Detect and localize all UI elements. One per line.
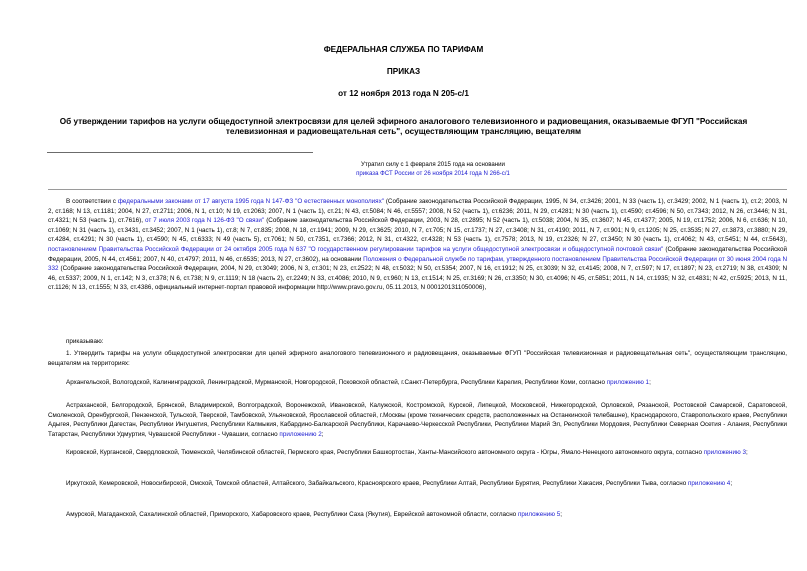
title-rule: [47, 152, 313, 153]
region-text: Архангельской, Вологодской, Калининградской, Ленинградской, Мурманской, Новгородской, Псковской областей, г.Санкт-Петербурга, Республики Карелия, Республики Коми, согласно: [66, 379, 607, 386]
appendix-5-link[interactable]: приложению 5: [517, 511, 561, 518]
section-separator: [48, 189, 787, 190]
region-paragraph-4: [48, 479, 787, 489]
region-text: Астраханской, Белгородской, Брянской, Владимирской, Волгоградской, Воронежской, Ивановской, Калужской, Костромской, Курской, Липецкой, Московской, Нижегородской, Орловской, Рязанской, Ростовской Самарской, Саратовской, Смоленской, Оренбургской, Пензенской, Тульской, Тверской, Тамбовской, Ульяновской, Ярославской областей, г.Москвы (кроме технических средств, расположенных на Останкинской телебашне), Краснодарского, Ставропольского краев, Республики Адыгея, Республики Дагестан, Республики Ингушетия, Республики Калмыкия, Кабардино-Балкарской Республики, Карачаево-Черкесской Республики, Республики Марий Эл, Республики Мордовия, Республики Северная Осетия - Алания, Республики Татарстан, Республики Удмуртия, Чувашской Республики - Чувашии, согласно: [48, 402, 787, 438]
repeal-order-link[interactable]: приказа ФСТ России от 26 ноября 2014 года N 266-с/1: [356, 170, 510, 178]
appendix-2-link[interactable]: приложению 2: [279, 430, 322, 438]
region-text: Кировской, Курганской, Свердловской, Тюменской, Челябинской областей, Пермского края, Республики Башкортостан, Ханты-Мансийского автономного округа - Югры, Ямало-Ненецкого автономного округа, согласно: [66, 449, 704, 456]
region-end: ;: [321, 430, 324, 438]
document-title: Об утверждении тарифов на услуги общедоступной электросвязи для целей эфирного аналогового телевизионного и радиовещания, оказываемые ФГУП "Российская телевизионная и радиовещательная сеть", осуществляющим трансляцию, вещателям: [59, 117, 748, 137]
preamble-text: (Собрание законодательства Российской Федерации, 1995, N 34, ст.3426; 2001, N 33 (часть 1), ст.3429; 2002, N 1 (часть 1), ст.2; 2003, N 2, ст.168; N 13, ст.1181; 2004, N 27, ст.2711; 2006, N 1, ст.10; N 19, ст.2063; 2007, N 1 (часть 1), ст.21; N 43, ст.5084; N 46, ст.5557; 2008, N 52 (часть 1), ст.6236; 2011, N 29, ст.4281; N 30 (часть 1), ст.4590; ст.4596; N 50, ст.7343; 2012, N 26, ст.3446; N 31, ст.4321; N 53 (часть 1), ст.7616),: [48, 198, 788, 225]
preamble-text: (Собрание законодательства Российской Федерации, 2005, N 44, ст.4561; 2007, N 40, ст.4797; 2011, N 46, ст.6535; 2013, N 27, ст.3602), на основании: [48, 245, 787, 263]
region-text: Амурской, Магаданской, Сахалинской областей, Приморского, Хабаровского краев, Республики Саха (Якутия), Еврейской автономной области, согласно: [66, 511, 518, 518]
appendix-1-link[interactable]: приложению 1: [606, 379, 650, 386]
preamble-text: (Собрание законодательства Российской Федерации, 2004, N 29, ст.3049; 2006, N 3, ст.301; N 23, ст.2522; N 48, ст.5032; N 50, ст.5354; 2007, N 16, ст.1912; N 25, ст.3039; N 32, ст.4145; 2008, N 7, ст.597; N 17, ст.1897; N 23, ст.2719; N 38, ст.4309; N 46, ст.5337; 2009, N 1, ст.142; N 3, ст.378; N 6, ст.738; N 9, ст.1119; N 18 (часть 2), ст.2249; N 33, ст.4086; 2010, N 9, ст.960; N 13, ст.1514; N 25, ст.3169; N 26, ст.3350; N 30, ст.4096; N 45, ст.5851; 2011, N 14, ст.1935; N 32, ст.4831; N 42, ст.5925; 2013, N 11, ст.1126; N 13, ст.1555; N 33, ст.4386, официальный интернет-портал правовой информации http://www.pravo.gov.ru, 05.11.2013, N 0001201311050006),: [48, 265, 787, 292]
region-end: ;: [649, 379, 651, 386]
status-note: [313, 161, 553, 178]
fst-regulation-link[interactable]: Положения о Федеральной службе по тарифам, утвержденного постановлением Правительства Российской Федерации от 30 июня 2004 года N 332: [48, 255, 788, 273]
agency-name: ФЕДЕРАЛЬНАЯ СЛУЖБА ПО ТАРИФАМ: [323, 45, 484, 54]
region-text: Иркутской, Кемеровской, Новосибирской, Омской, Томской областей, Алтайского, Забайкальского, Красноярского краев, Республики Алтай, Республики Бурятия, Республики Хакасия, Республики Тыва, согласно: [66, 480, 689, 487]
preamble-paragraph: [48, 197, 787, 293]
region-paragraph-1: [48, 378, 787, 388]
status-note-text: Утратил силу с 1 февраля 2015 года на основании: [361, 161, 505, 168]
document-date-number: от 12 ноября 2013 года N 205-с/1: [338, 89, 469, 98]
region-end: ;: [730, 480, 733, 487]
region-end: ;: [746, 449, 748, 456]
natural-monopolies-law-link[interactable]: федеральными законами от 17 августа 1995 года N 147-ФЗ "О естественных монополиях": [117, 198, 384, 205]
item-1-paragraph: 1. Утвердить тарифы на услуги общедоступной электросвязи для целей эфирного аналогового телевизионного и радиовещания, оказываемые ФГУП "Российская телевизионная и радиовещательная сеть", осуществляющим трансляцию, вещателям на территориях:: [48, 350, 787, 367]
region-paragraph-5: [48, 510, 787, 520]
government-resolution-637-link[interactable]: постановлением Правительства Российской Федерации от 24 октября 2005 года N 637 "О государственном регулировании тарифов на услуги общедоступной электросвязи и общедоступной почтовой связи": [48, 245, 664, 253]
appendix-3-link[interactable]: приложению 3: [703, 449, 747, 456]
communications-law-link[interactable]: от 7 июля 2003 года N 126-ФЗ "О связи": [145, 217, 265, 225]
appendix-4-link[interactable]: приложению 4: [688, 480, 731, 487]
document-type: ПРИКАЗ: [386, 67, 421, 76]
region-paragraph-3: [48, 448, 787, 458]
order-word: приказываю:: [66, 338, 104, 345]
region-end: ;: [560, 511, 562, 518]
preamble-text: (Собрание законодательства Российской Федерации, 2003, N 28, ст.2895; N 52 (часть 1), ст.5038; 2004, N 35, ст.3607; N 45, ст.4377; 2005, N 19, ст.1752; 2006, N 6, ст.636; N 10, ст.1069; N 31 (часть 1), ст.3431, ст.3452; 2007, N 1 (часть 1), ст.8; N 7, ст.835; 2008, N 18, ст.1941; 2009, N 29, ст.3625; 2010, N 7, ст.705; N 15, ст.1737; N 27, ст.3408; N 31, ст.4190; 2011, N 7, ст.901; N 9, ст.1205; N 25, ст.3535; N 27, ст.3873, ст.3880; N 29, ст.4284, ст.4291; N 30 (часть 1), ст.4590; N 45, ст.6333; N 49 (часть 5), ст.7061; N 50, ст.7351, ст.7366; 2012, N 31, ст.4322, ст.4328; N 53 (часть 1), ст.7578; 2013, N 19, ст.2326; N 27, ст.3450; N 30 (часть 1), ст.4062; N 43, ст.5451; N 44, ст.5643),: [48, 217, 788, 244]
preamble-text: В соответствии с: [66, 198, 118, 205]
region-paragraph-2: [48, 401, 787, 439]
